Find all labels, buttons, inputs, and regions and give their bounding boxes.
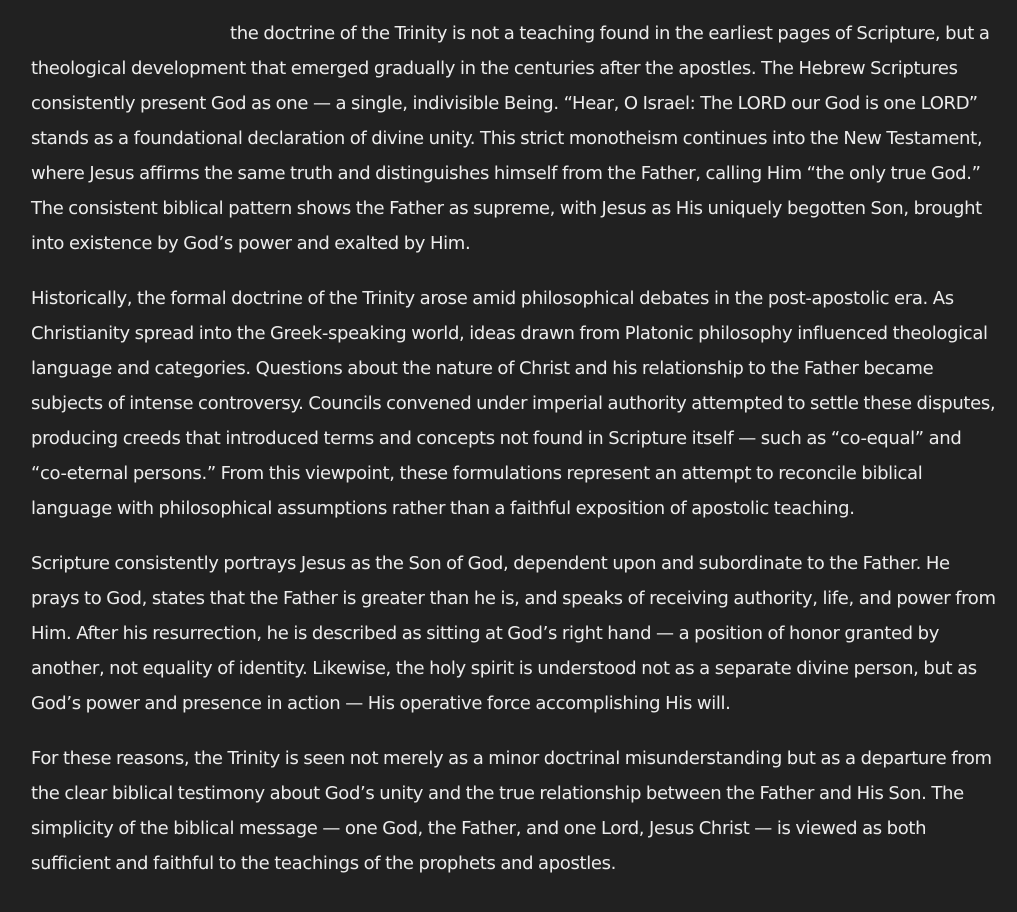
document-body <box>31 16 996 901</box>
paragraph-3: Scripture consistently portrays Jesus as the Son of God, dependent upon and subordinate to the Father. He prays to God, states that the Father is greater than he is, and speaks of receiving authority, life, and power from Him. After his resurrection, he is described as sitting at God’s right hand — a position of honor granted by another, not equality of identity. Likewise, the holy spirit is understood not as a separate divine person, but as God’s power and presence in action — His operative force accomplishing His will. <box>31 553 996 714</box>
paragraph-4: For these reasons, the Trinity is seen not merely as a minor doctrinal misunderstanding but as a departure from the clear biblical testimony about God’s unity and the true relationship between the Father and His Son. The simplicity of the biblical message — one God, the Father, and one Lord, Jesus Christ — is viewed as both sufficient and faithful to the teachings of the prophets and apostles. <box>31 748 992 874</box>
paragraph-1: the doctrine of the Trinity is not a teaching found in the earliest pages of Scripture, but a theological development that emerged gradually in the centuries after the apostles. The Hebrew Scriptures consistently present God as one — a single, indivisible Being. “Hear, O Israel: The LORD our God is one LORD” stands as a foundational declaration of divine unity. This strict monotheism continues into the New Testament, where Jesus affirms the same truth and distinguishes himself from the Father, calling Him “the only true God.” The consistent biblical pattern shows the Father as supreme, with Jesus as His uniquely begotten Son, brought into existence by God’s power and exalted by Him. <box>31 23 990 254</box>
paragraph-2: Historically, the formal doctrine of the Trinity arose amid philosophical debates in the post-apostolic era. As Christianity spread into the Greek-speaking world, ideas drawn from Platonic philosophy influenced theological language and categories. Questions about the nature of Christ and his relationship to the Father became subjects of intense controversy. Councils convened under imperial authority attempted to settle these disputes, producing creeds that introduced terms and concepts not found in Scripture itself — such as “co-equal” and “co-eternal persons.” From this viewpoint, these formulations represent an attempt to reconcile biblical language with philosophical assumptions rather than a faithful exposition of apostolic teaching. <box>31 288 996 519</box>
